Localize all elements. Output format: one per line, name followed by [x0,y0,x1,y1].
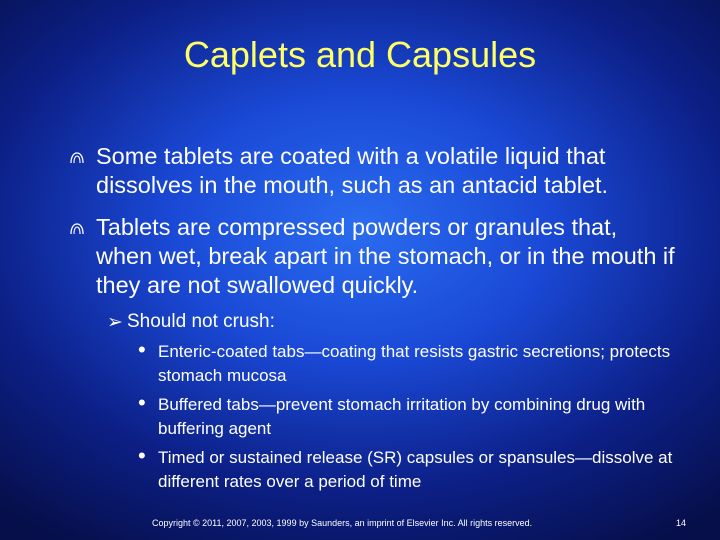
dot-bullet-icon: • [138,443,146,468]
sub-item-text: Timed or sustained release (SR) capsules or spansules—dissolve at different rates over a period of time [158,448,673,491]
slide-title: Caplets and Capsules [183,34,537,75]
bullet-glyph-icon [70,222,84,234]
page-number: 14 [676,518,687,528]
bullet-glyph-icon [70,151,84,163]
sub-item-text: Enteric-coated tabs—coating that resists gastric secretions; protects stomach mucosa [158,342,671,385]
dot-bullet-icon: • [138,337,146,362]
bullet-text: Some tablets are coated with a volatile liquid that dissolves in the mouth, such as an antacid tablet. [96,143,609,198]
sub-heading-text: Should not crush: [127,311,275,332]
bullet-text: Tablets are compressed powders or granules that, when wet, break apart in the stomach, or in the mouth if they are not swallowed quickly. [96,214,675,298]
copyright-footer: Copyright © 2011, 2007, 2003, 1999 by Saunders, an imprint of Elsevier Inc. All rights reserved. [152,518,533,528]
dot-bullet-icon: • [138,390,146,415]
arrow-bullet-icon: ➢ [107,312,123,333]
sub-item-text: Buffered tabs—prevent stomach irritation by combining drug with buffering agent [158,395,646,438]
